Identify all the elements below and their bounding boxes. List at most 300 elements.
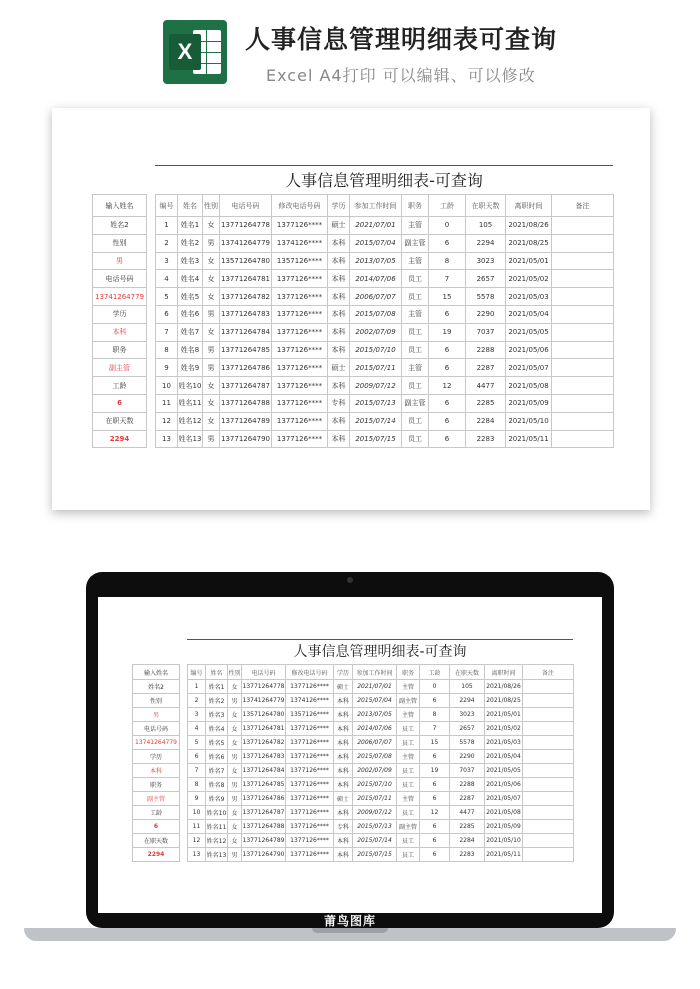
table-cell [552, 412, 614, 430]
table-row [188, 764, 574, 778]
table-row [188, 694, 574, 708]
table-cell: 本科 [328, 234, 350, 252]
table-cell: 13771264784 [220, 323, 272, 341]
laptop-screen [98, 597, 602, 913]
table-cell: 13571264780 [242, 708, 286, 722]
table-cell: 姓名8 [206, 778, 228, 792]
table-cell: 4 [188, 722, 206, 736]
table-cell: 女 [203, 412, 220, 430]
table-cell: 2015/07/11 [353, 792, 397, 806]
table-cell: 19 [420, 764, 450, 778]
table-cell: 6 [420, 750, 450, 764]
table-cell: 13771264782 [220, 288, 272, 306]
table-cell: 13771264786 [242, 792, 286, 806]
table-cell: 姓名3 [178, 252, 203, 270]
table-cell: 3023 [466, 252, 506, 270]
table-cell: 女 [228, 834, 242, 848]
table-cell: 9 [156, 359, 178, 377]
table-cell: 2657 [450, 722, 485, 736]
lookup-cell: 6 [133, 820, 180, 834]
table-cell: 女 [228, 722, 242, 736]
table-cell: 6 [429, 234, 466, 252]
table-cell: 7 [429, 270, 466, 288]
table-cell: 1377126**** [286, 792, 334, 806]
table-cell: 副主管 [397, 820, 420, 834]
table-cell: 2290 [466, 305, 506, 323]
table-cell: 8 [420, 708, 450, 722]
table-cell: 本科 [334, 694, 353, 708]
column-header: 编号 [156, 195, 178, 217]
table-cell: 2 [188, 694, 206, 708]
table-cell: 13771264788 [242, 820, 286, 834]
table-cell: 本科 [328, 430, 350, 448]
table-cell [523, 834, 574, 848]
column-header: 离职时间 [506, 195, 552, 217]
table-cell: 6 [429, 394, 466, 412]
table-cell: 2021/08/26 [485, 680, 523, 694]
table-cell: 2021/05/11 [485, 848, 523, 862]
table-cell: 13771264789 [220, 412, 272, 430]
lookup-cell: 工龄 [93, 377, 147, 395]
table-cell: 主管 [397, 680, 420, 694]
column-header: 姓名 [178, 195, 203, 217]
table-cell: 12 [188, 834, 206, 848]
table-cell: 5 [156, 288, 178, 306]
table-cell: 1377126**** [272, 394, 328, 412]
table-header-row [156, 195, 614, 217]
table-row [188, 708, 574, 722]
table-cell: 13771264787 [220, 377, 272, 395]
table-cell: 12 [429, 377, 466, 395]
lookup-cell: 6 [93, 394, 147, 412]
table-cell: 姓名7 [206, 764, 228, 778]
column-header: 职务 [397, 665, 420, 680]
table-cell: 姓名12 [206, 834, 228, 848]
table-cell: 4477 [466, 377, 506, 395]
table-row [156, 341, 614, 359]
table-cell: 男 [203, 359, 220, 377]
table-cell: 1377126**** [272, 430, 328, 448]
table-cell: 2015/07/14 [350, 412, 402, 430]
sheet-title: 人事信息管理明细表-可查询 [293, 644, 467, 660]
table-cell: 2013/07/05 [353, 708, 397, 722]
table-cell: 员工 [397, 764, 420, 778]
table-cell: 1377126**** [286, 778, 334, 792]
column-header: 参加工作时间 [350, 195, 402, 217]
table-cell: 1377126**** [286, 820, 334, 834]
table-cell: 3023 [450, 708, 485, 722]
table-cell: 2021/05/10 [506, 412, 552, 430]
table-cell: 1377126**** [272, 288, 328, 306]
table-cell: 13571264780 [220, 252, 272, 270]
table-cell: 2285 [466, 394, 506, 412]
table-row [156, 323, 614, 341]
column-header: 工龄 [429, 195, 466, 217]
table-cell: 2015/07/08 [353, 750, 397, 764]
table-cell: 13771264778 [220, 217, 272, 235]
table-cell: 姓名1 [206, 680, 228, 694]
staff-table [187, 664, 574, 862]
column-header: 职务 [402, 195, 429, 217]
table-cell: 员工 [397, 778, 420, 792]
table-cell: 副主管 [402, 394, 429, 412]
lookup-cell: 2294 [133, 848, 180, 862]
name-input[interactable]: 姓名2 [133, 680, 180, 694]
lookup-cell: 在职天数 [133, 834, 180, 848]
table-cell: 女 [203, 394, 220, 412]
table-cell: 2021/05/03 [506, 288, 552, 306]
table-cell: 男 [203, 430, 220, 448]
table-cell [523, 806, 574, 820]
table-cell: 1377126**** [272, 270, 328, 288]
lookup-panel [132, 664, 180, 862]
table-cell: 7 [188, 764, 206, 778]
table-cell [552, 252, 614, 270]
table-cell: 1377126**** [272, 323, 328, 341]
table-cell: 2009/07/12 [350, 377, 402, 395]
table-cell: 主管 [402, 359, 429, 377]
table-cell: 2014/07/06 [350, 270, 402, 288]
table-cell: 副主管 [397, 694, 420, 708]
table-cell: 姓名4 [178, 270, 203, 288]
table-cell: 13771264782 [242, 736, 286, 750]
table-cell: 6 [420, 848, 450, 862]
table-cell: 2021/05/01 [506, 252, 552, 270]
table-row [188, 820, 574, 834]
lookup-input-label: 输入姓名 [93, 195, 147, 217]
table-cell: 0 [420, 680, 450, 694]
table-cell: 1357126**** [286, 708, 334, 722]
table-cell [523, 722, 574, 736]
table-cell [523, 848, 574, 862]
table-cell: 姓名8 [178, 341, 203, 359]
column-header: 在职天数 [450, 665, 485, 680]
table-cell: 13771264781 [220, 270, 272, 288]
table-cell: 姓名12 [178, 412, 203, 430]
table-cell: 2290 [450, 750, 485, 764]
table-cell: 13771264784 [242, 764, 286, 778]
table-cell: 6 [420, 792, 450, 806]
table-cell: 7 [420, 722, 450, 736]
table-cell: 1377126**** [286, 834, 334, 848]
table-cell: 1377126**** [286, 806, 334, 820]
table-cell: 1377126**** [272, 359, 328, 377]
staff-table [155, 194, 614, 448]
table-cell: 主管 [402, 305, 429, 323]
table-cell: 1377126**** [286, 848, 334, 862]
table-cell: 男 [228, 694, 242, 708]
table-cell: 本科 [328, 377, 350, 395]
table-row [156, 270, 614, 288]
table-cell: 男 [228, 778, 242, 792]
table-cell: 姓名10 [206, 806, 228, 820]
column-header: 学历 [328, 195, 350, 217]
table-cell: 员工 [402, 377, 429, 395]
table-cell: 13 [156, 430, 178, 448]
table-cell: 12 [420, 806, 450, 820]
table-cell: 本科 [328, 305, 350, 323]
table-cell [552, 430, 614, 448]
lookup-cell: 男 [93, 252, 147, 270]
table-cell: 9 [188, 792, 206, 806]
column-header: 工龄 [420, 665, 450, 680]
lookup-cell: 职务 [133, 778, 180, 792]
table-cell: 女 [228, 680, 242, 694]
table-cell: 专科 [328, 394, 350, 412]
table-row [188, 722, 574, 736]
table-cell: 1377126**** [272, 412, 328, 430]
table-cell: 13771264781 [242, 722, 286, 736]
table-cell: 2002/07/09 [350, 323, 402, 341]
spreadsheet-on-screen [132, 639, 572, 869]
table-cell: 本科 [328, 323, 350, 341]
table-cell: 主管 [402, 217, 429, 235]
table-cell: 2021/08/25 [485, 694, 523, 708]
lookup-cell: 学历 [133, 750, 180, 764]
table-cell [523, 736, 574, 750]
sheet-title: 人事信息管理明细表-可查询 [285, 171, 483, 190]
table-cell: 姓名6 [206, 750, 228, 764]
table-cell: 13771264789 [242, 834, 286, 848]
laptop-brand: 莆鸟图库 [323, 914, 376, 928]
table-cell: 2013/07/05 [350, 252, 402, 270]
table-cell: 姓名6 [178, 305, 203, 323]
table-cell: 女 [203, 377, 220, 395]
table-cell: 2657 [466, 270, 506, 288]
name-input[interactable]: 姓名2 [93, 217, 147, 235]
table-cell: 2021/05/03 [485, 736, 523, 750]
table-row [156, 234, 614, 252]
excel-letter: X [169, 34, 201, 70]
table-cell: 1377126**** [286, 680, 334, 694]
table-cell: 男 [203, 341, 220, 359]
table-cell: 本科 [334, 848, 353, 862]
table-cell: 2009/07/12 [353, 806, 397, 820]
table-cell: 硕士 [328, 217, 350, 235]
table-cell [523, 694, 574, 708]
table-cell: 11 [188, 820, 206, 834]
table-cell: 6 [188, 750, 206, 764]
table-cell: 姓名7 [178, 323, 203, 341]
table-cell: 6 [429, 341, 466, 359]
table-cell: 女 [228, 764, 242, 778]
lookup-input-label: 输入姓名 [133, 665, 180, 680]
table-cell: 105 [450, 680, 485, 694]
table-cell: 1377126**** [272, 377, 328, 395]
table-cell: 13771264783 [220, 305, 272, 323]
table-row [188, 806, 574, 820]
table-cell [523, 708, 574, 722]
table-cell: 姓名3 [206, 708, 228, 722]
table-cell: 2015/07/15 [350, 430, 402, 448]
table-cell: 硕士 [334, 792, 353, 806]
table-cell: 6 [156, 305, 178, 323]
table-cell: 10 [188, 806, 206, 820]
table-cell: 2284 [466, 412, 506, 430]
table-cell: 姓名9 [178, 359, 203, 377]
excel-icon [163, 20, 227, 84]
table-header-row [188, 665, 574, 680]
table-cell: 1374126**** [286, 694, 334, 708]
table-row [188, 736, 574, 750]
table-cell [523, 778, 574, 792]
table-cell: 姓名4 [206, 722, 228, 736]
table-cell: 男 [203, 234, 220, 252]
laptop-base-notch [312, 928, 388, 933]
table-cell: 13771264786 [220, 359, 272, 377]
table-cell: 2284 [450, 834, 485, 848]
table-row [156, 305, 614, 323]
table-cell: 本科 [328, 288, 350, 306]
table-cell: 2006/07/07 [350, 288, 402, 306]
table-cell: 主管 [402, 252, 429, 270]
table-cell: 姓名5 [178, 288, 203, 306]
column-header: 离职时间 [485, 665, 523, 680]
table-cell: 2015/07/14 [353, 834, 397, 848]
lookup-cell: 性别 [93, 234, 147, 252]
table-cell: 2021/05/09 [485, 820, 523, 834]
table-cell: 本科 [334, 806, 353, 820]
table-cell: 女 [203, 217, 220, 235]
table-cell: 7 [156, 323, 178, 341]
column-header: 修改电话号码 [272, 195, 328, 217]
table-row [156, 412, 614, 430]
table-cell: 6 [420, 694, 450, 708]
table-cell: 13771264778 [242, 680, 286, 694]
lookup-cell: 学历 [93, 305, 147, 323]
table-cell: 2287 [450, 792, 485, 806]
lookup-cell: 在职天数 [93, 412, 147, 430]
table-cell: 2015/07/13 [353, 820, 397, 834]
table-cell: 7037 [450, 764, 485, 778]
table-cell: 2021/05/05 [485, 764, 523, 778]
table-cell: 姓名2 [178, 234, 203, 252]
table-cell: 姓名11 [206, 820, 228, 834]
table-cell: 姓名13 [178, 430, 203, 448]
table-cell: 男 [228, 848, 242, 862]
table-cell: 女 [203, 270, 220, 288]
table-cell: 2021/05/08 [506, 377, 552, 395]
table-cell: 2015/07/13 [350, 394, 402, 412]
table-cell: 0 [429, 217, 466, 235]
table-cell: 1377126**** [286, 736, 334, 750]
table-cell: 7037 [466, 323, 506, 341]
table-cell: 2021/05/02 [506, 270, 552, 288]
table-cell: 本科 [334, 834, 353, 848]
table-cell [523, 792, 574, 806]
table-cell: 2021/07/01 [350, 217, 402, 235]
table-cell: 2021/05/06 [485, 778, 523, 792]
table-cell [552, 359, 614, 377]
table-cell [552, 217, 614, 235]
table-row [188, 680, 574, 694]
table-cell: 本科 [328, 252, 350, 270]
table-row [188, 848, 574, 862]
table-cell: 4 [156, 270, 178, 288]
table-cell [552, 323, 614, 341]
table-cell: 女 [228, 708, 242, 722]
table-cell: 3 [156, 252, 178, 270]
table-cell: 硕士 [334, 680, 353, 694]
table-row [188, 778, 574, 792]
table-cell: 13771264787 [242, 806, 286, 820]
lookup-cell: 男 [133, 708, 180, 722]
table-cell: 2021/05/07 [485, 792, 523, 806]
table-row [156, 377, 614, 395]
lookup-cell: 副主管 [133, 792, 180, 806]
table-cell: 本科 [334, 750, 353, 764]
table-cell: 1357126**** [272, 252, 328, 270]
table-cell: 2021/05/07 [506, 359, 552, 377]
table-cell: 2015/07/08 [350, 305, 402, 323]
table-cell: 2288 [466, 341, 506, 359]
lookup-panel [92, 194, 147, 448]
table-cell: 员工 [397, 834, 420, 848]
table-cell: 13771264790 [220, 430, 272, 448]
table-cell: 主管 [397, 708, 420, 722]
column-header: 性别 [203, 195, 220, 217]
table-cell: 2288 [450, 778, 485, 792]
table-row [156, 394, 614, 412]
table-cell: 1374126**** [272, 234, 328, 252]
table-cell [523, 680, 574, 694]
table-cell: 女 [203, 323, 220, 341]
table-cell: 员工 [397, 722, 420, 736]
table-cell: 19 [429, 323, 466, 341]
lookup-cell: 电话号码 [133, 722, 180, 736]
title-rule [187, 639, 573, 640]
column-header: 备注 [552, 195, 614, 217]
table-cell: 2283 [450, 848, 485, 862]
table-cell: 5578 [450, 736, 485, 750]
table-cell: 1377126**** [286, 722, 334, 736]
table-cell: 13771264790 [242, 848, 286, 862]
lookup-cell: 副主管 [93, 359, 147, 377]
table-cell: 本科 [334, 736, 353, 750]
table-cell: 13741264779 [242, 694, 286, 708]
column-header: 修改电话号码 [286, 665, 334, 680]
table-cell: 13771264785 [220, 341, 272, 359]
table-cell: 2021/07/01 [353, 680, 397, 694]
table-cell: 本科 [334, 722, 353, 736]
table-cell: 主管 [397, 750, 420, 764]
table-cell: 2015/07/15 [353, 848, 397, 862]
table-cell: 6 [420, 820, 450, 834]
table-cell: 2294 [450, 694, 485, 708]
table-cell: 女 [228, 820, 242, 834]
table-cell: 2 [156, 234, 178, 252]
camera-icon [347, 577, 353, 583]
table-cell: 2021/08/26 [506, 217, 552, 235]
table-cell: 2294 [466, 234, 506, 252]
table-cell: 2015/07/10 [353, 778, 397, 792]
table-cell: 2015/07/04 [350, 234, 402, 252]
table-cell: 员工 [402, 323, 429, 341]
table-cell: 5578 [466, 288, 506, 306]
table-cell: 女 [228, 806, 242, 820]
table-cell: 副主管 [402, 234, 429, 252]
table-cell: 姓名2 [206, 694, 228, 708]
table-cell: 13771264785 [242, 778, 286, 792]
table-cell: 主管 [397, 792, 420, 806]
table-cell: 本科 [334, 778, 353, 792]
table-cell: 2021/05/11 [506, 430, 552, 448]
table-cell: 13771264783 [242, 750, 286, 764]
table-row [156, 359, 614, 377]
spreadsheet [92, 165, 617, 465]
table-row [156, 217, 614, 235]
page-subtitle: Excel A4打印 可以编辑、可以修改 [266, 66, 536, 85]
